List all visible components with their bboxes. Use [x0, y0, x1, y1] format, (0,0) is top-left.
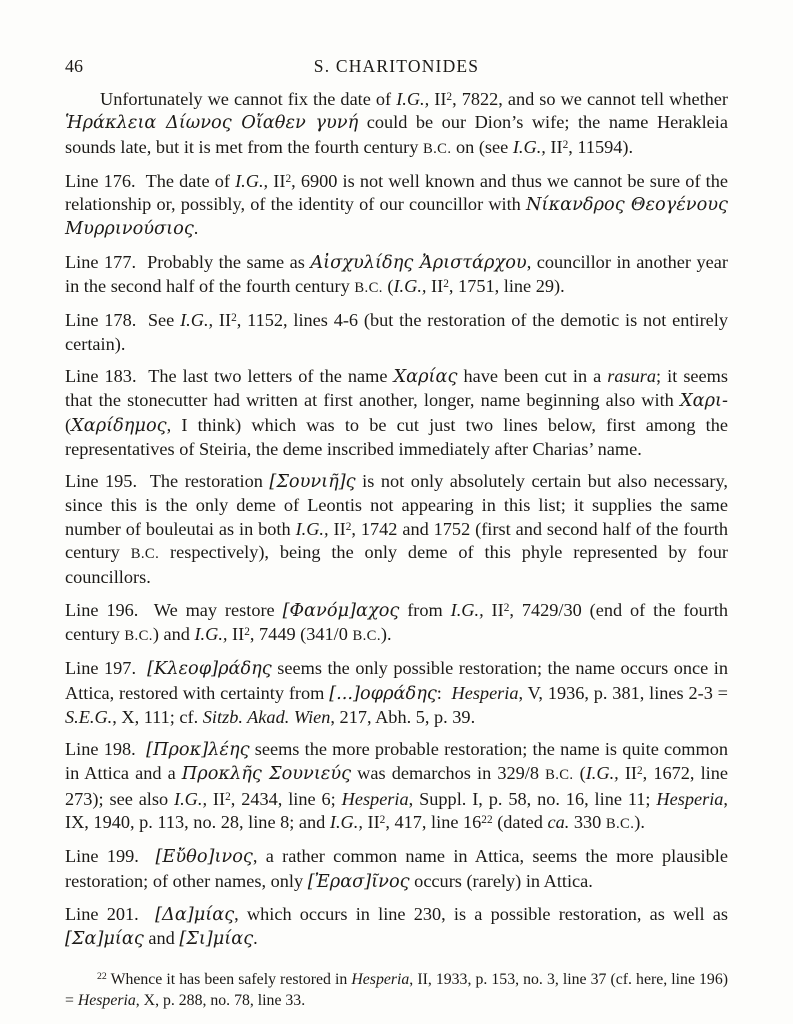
- text-run: occurs (rarely) in Attica.: [409, 870, 593, 891]
- text-run: , which occurs in line 230, is a possible restoration, as well as: [234, 903, 728, 924]
- text-run: on (see: [451, 136, 513, 157]
- text-run: , Suppl. I, p. 58, no. 16, line 11;: [408, 788, 657, 809]
- text-run: , 1751, line 29).: [448, 276, 565, 297]
- text-run: seems the more probable restoration; the name is quite common in Attica and a: [65, 739, 728, 784]
- text-run: II: [429, 89, 447, 109]
- italic-text: Hesperia: [656, 788, 724, 809]
- greek-text: [Σα]μίας: [65, 929, 144, 950]
- text-run: respectively), being the only deme of this phyle represented by four councillors.: [65, 542, 729, 588]
- text-run: II: [362, 812, 380, 833]
- text-run: (: [65, 414, 72, 435]
- superscript: 2: [562, 138, 569, 151]
- italic-text: I.G.,: [235, 170, 269, 191]
- superscript: 2: [379, 813, 386, 826]
- italic-text: I.G.,: [295, 518, 329, 539]
- text-run: , councillor in another year in the second half of the fourth century: [65, 251, 728, 297]
- text-run: have been cut in a: [457, 365, 608, 386]
- text-run: Line 199.: [65, 846, 156, 867]
- greek-text: Χαρίας: [393, 366, 458, 387]
- text-run: 330: [569, 812, 606, 833]
- italic-text: rasura: [607, 365, 657, 386]
- text-run: ).: [634, 812, 645, 833]
- text-run: Line 177. Probably the same as: [65, 251, 311, 272]
- text-run: from: [399, 599, 451, 620]
- paragraph: [65, 738, 728, 836]
- greek-text: [Προκ]λέης: [146, 740, 250, 761]
- text-run: ; it seems that the stonecutter had written at first another, longer, name beginning also with: [65, 365, 728, 411]
- paragraph: [65, 903, 728, 952]
- greek-text: Προκλῆς Σουνιεύς: [181, 764, 352, 785]
- italic-text: S.E.G.: [65, 706, 113, 727]
- text-run: , X, p. 288, no. 78, line 33.: [135, 992, 306, 1009]
- text-run: (: [573, 763, 586, 784]
- text-run: , 217, Abh. 5, p. 39.: [330, 706, 476, 727]
- text-run: :: [436, 682, 452, 703]
- text-run: , 1152, lines 4-6 (but the restoration of the demotic is not entirely certain).: [65, 310, 729, 354]
- italic-text: ca.: [547, 812, 570, 833]
- text-run: Line 176. The date of: [65, 170, 236, 191]
- greek-text: Ἡράκλεια Δίωνος Οἴαθεν γυνή: [65, 113, 359, 134]
- running-head: [65, 56, 728, 80]
- paragraph: [65, 309, 728, 356]
- body-paragraphs: [65, 88, 728, 952]
- paragraph: [65, 365, 728, 461]
- text-run: , 2434, line 6;: [230, 788, 342, 809]
- paragraph: [65, 657, 728, 729]
- italic-text: I.G.,: [174, 788, 208, 809]
- greek-text: [...]οφράδης: [329, 683, 437, 704]
- italic-text: I.G.,: [329, 812, 363, 833]
- italic-text: I.G.,: [194, 623, 228, 644]
- text-run: , a rather common name in Attica, seems the more plausible restoration; of other names, only: [65, 846, 728, 891]
- greek-text: [Δα]μίας: [155, 904, 235, 925]
- text-run: , 1742 and 1752 (first and second half of the fourth century: [65, 518, 728, 563]
- italic-text: I.G.,: [180, 310, 214, 331]
- greek-text: [Σι]μίας: [179, 929, 254, 950]
- greek-text: [Εὔθο]ινος: [155, 847, 253, 868]
- superscript: 22: [481, 813, 493, 826]
- superscript: 2: [225, 790, 231, 803]
- page-number: 46: [65, 56, 83, 76]
- italic-text: Hesperia: [341, 788, 409, 809]
- text-run: Line 201.: [65, 903, 156, 924]
- italic-text: Hesperia: [451, 682, 519, 703]
- smallcaps-text: B.C.: [354, 280, 383, 297]
- text-run: Line 197.: [65, 658, 148, 679]
- text-run: Line 198.: [65, 739, 147, 760]
- paragraph: [65, 470, 728, 589]
- greek-text: Αἰσχυλίδης Ἀριστάρχου: [310, 252, 527, 273]
- italic-text: I.G.,: [512, 136, 546, 157]
- text-run: Line 183. The last two letters of the name: [65, 365, 394, 386]
- text-run: II: [213, 310, 232, 331]
- text-run: , 7429/30 (end of the fourth century: [65, 599, 728, 644]
- text-run: seems the only possible restoration; the name occurs once in Attica, restored with certainty from: [65, 658, 728, 703]
- text-run: .: [193, 218, 199, 239]
- greek-text: Νίκανδρος Θεογένους Μυρρινούσιος: [65, 195, 728, 240]
- footnote: [65, 969, 728, 1012]
- greek-text: Χαρι-: [679, 391, 728, 412]
- text-run: Line 178. See: [65, 310, 181, 331]
- text-run: , 6900 is not well known and thus we cannot be sure of the relationship or, possibly, of the identity of our councillor with: [65, 170, 729, 215]
- running-title: S. CHARITONIDES: [313, 56, 480, 76]
- text-run: Line 196. We may restore: [65, 599, 283, 620]
- greek-text: [Φανόμ]αχος: [282, 600, 400, 621]
- superscript: 2: [443, 277, 449, 290]
- text-run: , IX, 1940, p. 113, no. 28, line 8; and: [65, 788, 728, 833]
- text-run: II: [483, 599, 504, 620]
- text-run: ).: [380, 623, 392, 644]
- superscript: 22: [97, 971, 107, 983]
- body-text: [65, 88, 728, 1012]
- italic-text: Hesperia: [351, 970, 410, 988]
- text-run: II: [207, 788, 226, 809]
- text-run: , 1672, line 273); see also: [65, 763, 728, 809]
- text-run: , 7822, and so we cannot tell whether: [452, 89, 728, 109]
- text-run: , 417, line 16: [385, 812, 482, 833]
- text-run: was demarchos in 329/8: [351, 763, 546, 784]
- superscript: 2: [231, 312, 237, 325]
- text-run: II: [545, 136, 563, 157]
- smallcaps-text: B.C.: [352, 627, 381, 644]
- greek-text: Χαρίδημος: [71, 415, 167, 436]
- greek-text: [Κλεοφ]ράδης: [147, 659, 272, 680]
- text-run: , I think) which was to be cut just two lines below, first among the representatives of Steiria, the deme inscribed immediately after Charias’ name.: [65, 414, 728, 459]
- text-run: , X, 111; cf.: [112, 706, 203, 727]
- text-run: II: [426, 276, 444, 297]
- text-run: Line 195. The restoration: [65, 471, 270, 492]
- italic-text: I.G.,: [450, 599, 484, 620]
- smallcaps-text: B.C.: [605, 816, 635, 833]
- text-run: ) and: [152, 623, 195, 644]
- text-run: Unfortunately we cannot fix the date of: [100, 89, 397, 109]
- superscript: 2: [285, 172, 292, 185]
- text-run: and: [143, 928, 180, 949]
- text-run: Whence it has been safely restored in: [106, 970, 352, 988]
- smallcaps-text: B.C.: [130, 546, 160, 563]
- paragraph: [65, 845, 728, 894]
- italic-text: Sitzb. Akad. Wien: [202, 706, 331, 727]
- greek-text: [Ἐρασ]ῖνος: [307, 871, 410, 892]
- text-run: II: [328, 518, 346, 539]
- text-run: II: [268, 170, 286, 191]
- smallcaps-text: B.C.: [124, 627, 153, 644]
- superscript: 2: [345, 520, 352, 533]
- paragraph: [65, 170, 728, 242]
- italic-text: I.G.,: [396, 89, 430, 109]
- greek-text: [Σουνιῆ]ς: [269, 472, 356, 493]
- italic-text: I.G.,: [585, 763, 619, 784]
- superscript: 2: [503, 601, 510, 614]
- text-run: , 7449 (341/0: [249, 623, 353, 644]
- text-run: (dated: [492, 812, 548, 833]
- paragraph: [65, 599, 728, 649]
- superscript: 2: [244, 625, 250, 638]
- paragraph: [65, 251, 728, 301]
- italic-text: I.G.,: [393, 276, 427, 297]
- text-run: II: [227, 623, 245, 644]
- text-run: , V, 1936, p. 381, lines 2-3 =: [518, 682, 728, 703]
- superscript: 2: [637, 765, 643, 778]
- smallcaps-text: B.C.: [422, 140, 452, 157]
- text-run: .: [253, 928, 258, 949]
- text-run: , 11594).: [568, 136, 634, 157]
- superscript: 2: [446, 90, 453, 103]
- text-run: II: [618, 763, 637, 784]
- text-run: , II, 1933, p. 153, no. 3, line 37 (cf. here, line 196) =: [65, 970, 728, 1009]
- italic-text: Hesperia: [77, 992, 136, 1009]
- text-run: (: [382, 276, 394, 297]
- text-run: is not only absolutely certain but also necessary, since this is the only deme of Leontis not appearing in this list; it supplies the same number of bouleutai as in both: [65, 471, 728, 539]
- text-run: could be our Dion’s wife; the name Herakleia sounds late, but it is met from the fourth century: [65, 112, 728, 157]
- smallcaps-text: B.C.: [545, 767, 574, 784]
- paragraph: [65, 88, 728, 161]
